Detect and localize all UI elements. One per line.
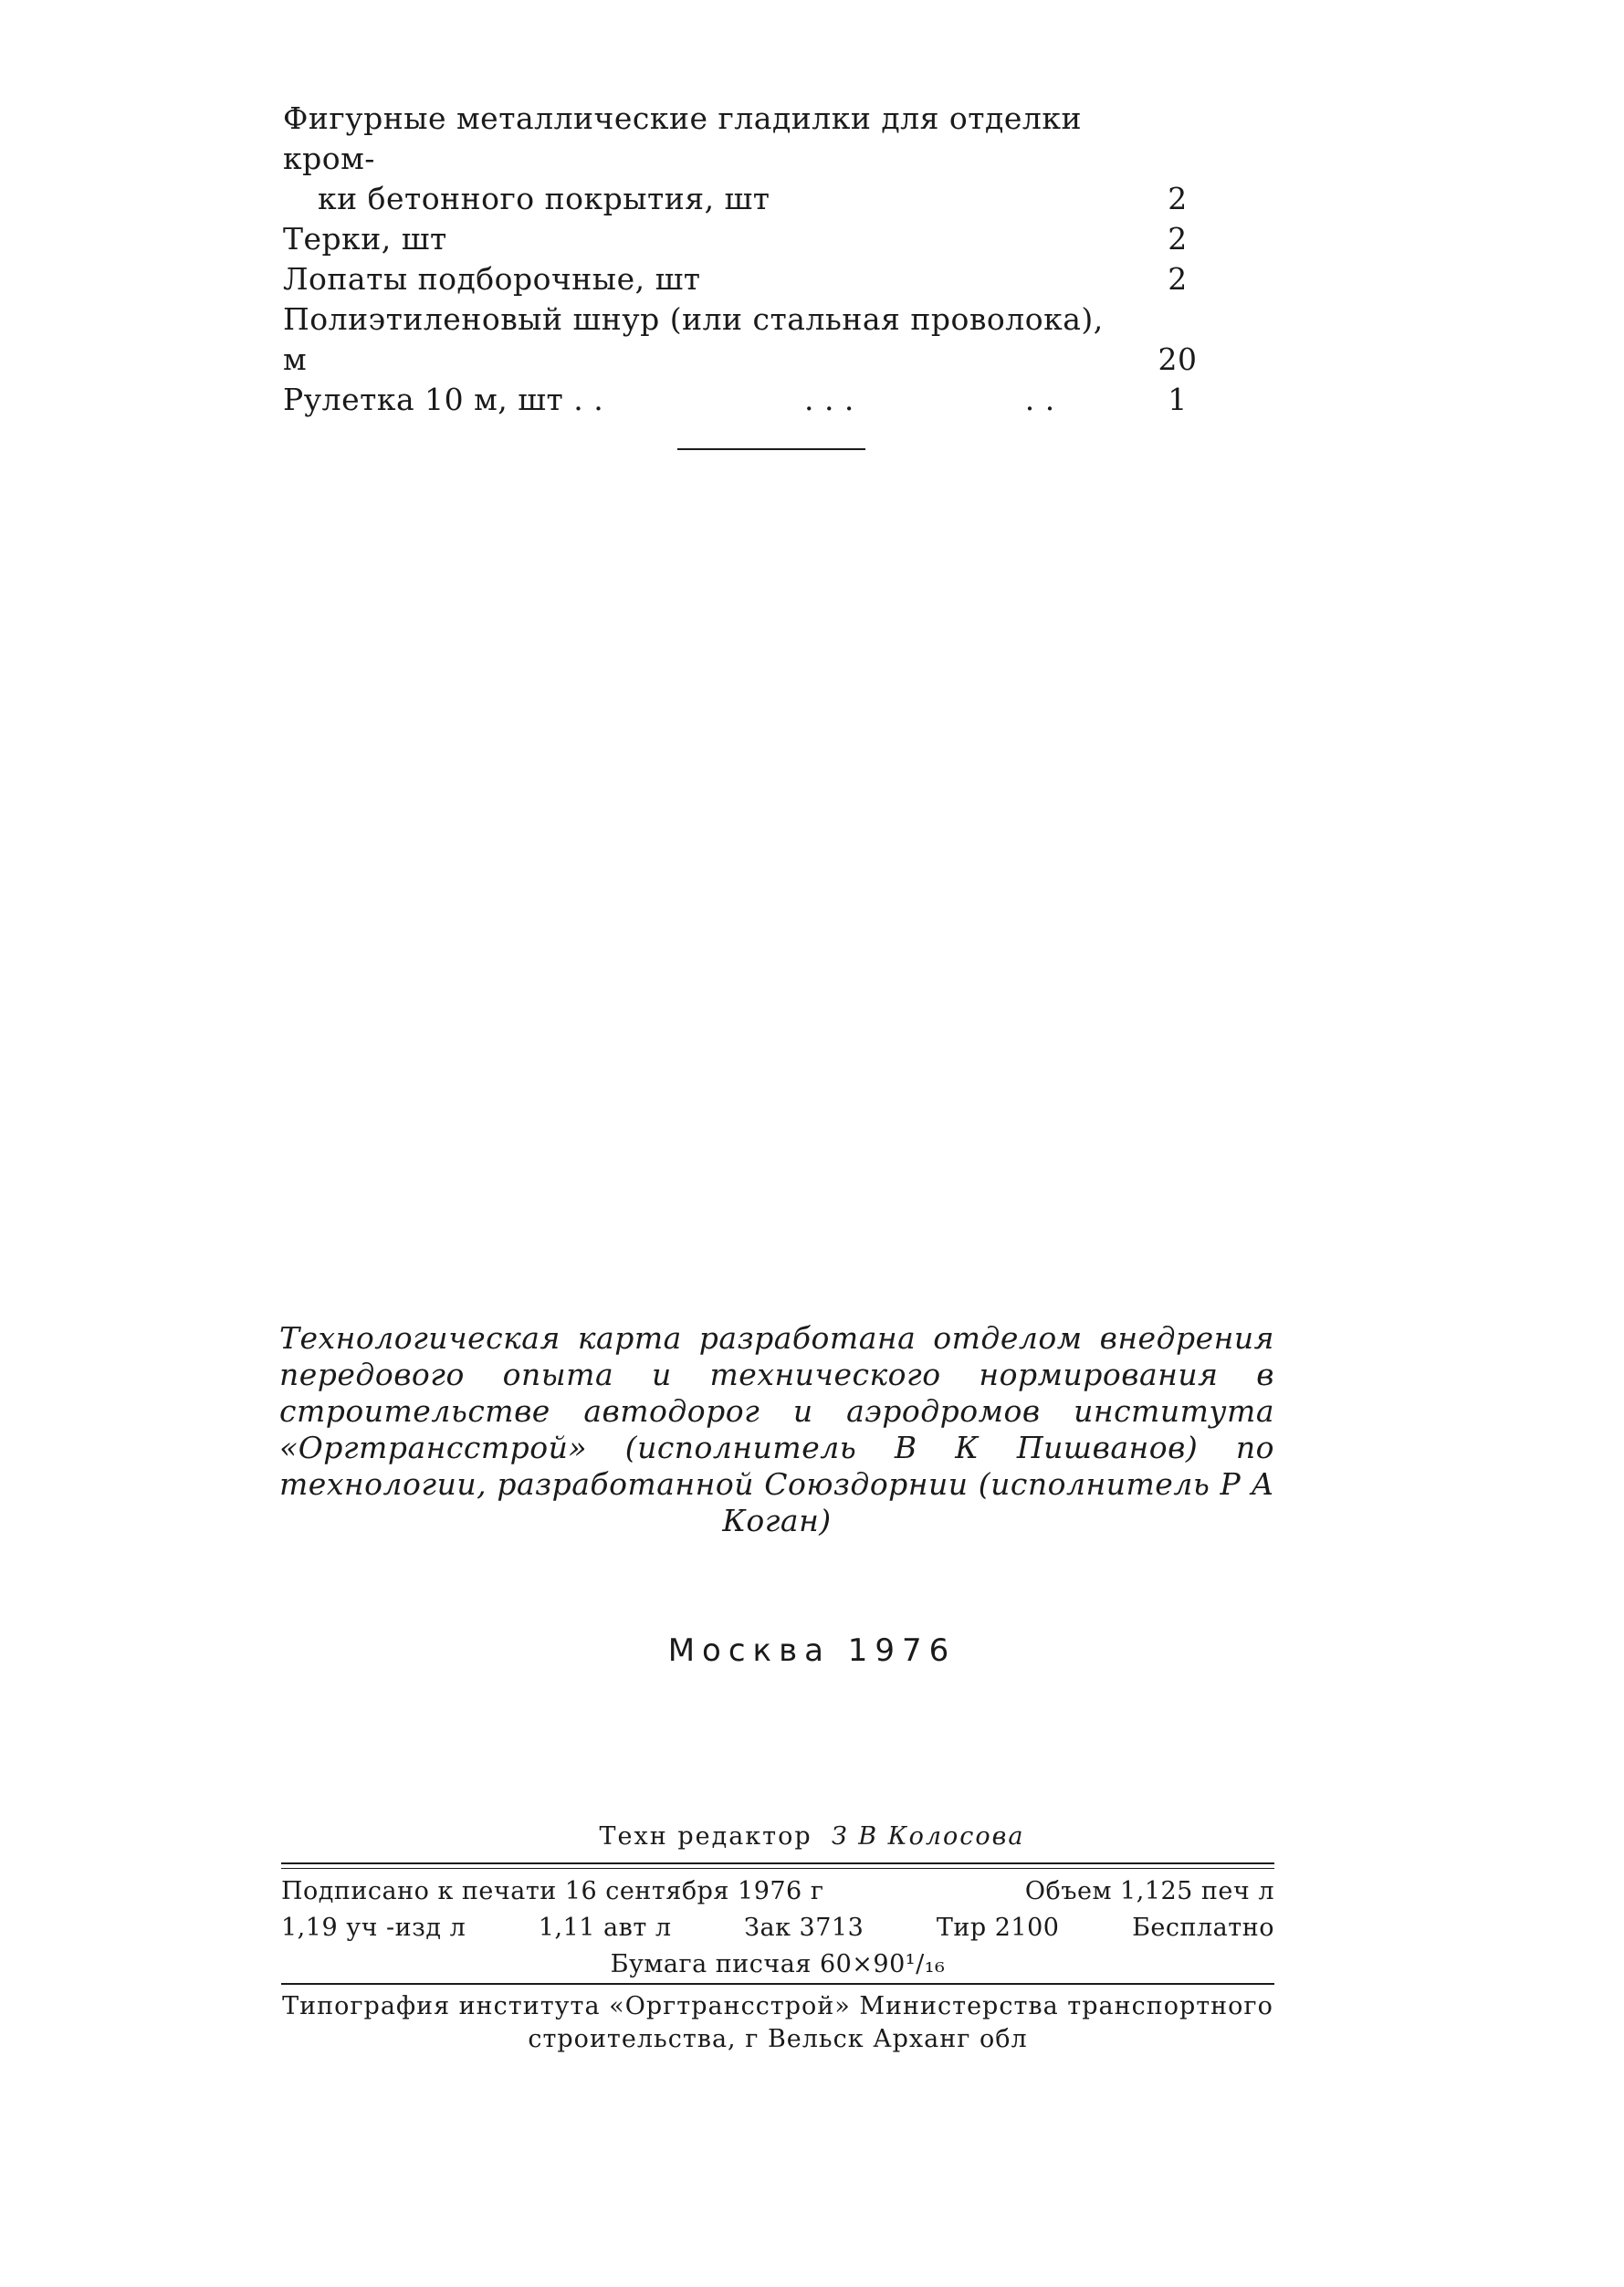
imprint-rule-top-thin	[281, 1868, 1274, 1869]
item-quantity: 2	[1168, 261, 1188, 297]
item-name: Терки, шт	[283, 221, 447, 257]
credits-paragraph: Технологическая карта разработана отделом внедрения передового опыта и технического нормирования в строительстве автодорог и аэродромов института «Оргтрансстрой» (исполнитель В К Пишванов) по технологии, разработанной Союздорнии (исполнитель Р А Коган)	[279, 1320, 1274, 1538]
item-quantity: 20	[1158, 341, 1198, 377]
imprint-paper: Бумага писчая 60×90¹/₁₆	[610, 1950, 946, 1978]
list-item	[283, 99, 1214, 219]
item-name: Лопаты подборочные, шт	[283, 261, 701, 297]
list-item	[283, 299, 1214, 380]
imprint-row	[281, 1873, 1274, 1910]
tech-editor-line	[0, 1822, 1624, 1851]
imprint-uch-izd: 1,19 уч -изд л	[281, 1914, 466, 1942]
item-quantity: 1	[1168, 382, 1188, 417]
imprint-volume: Объем 1,125 печ л	[1024, 1877, 1274, 1905]
tech-editor-label: Техн редактор	[599, 1822, 812, 1851]
imprint-block	[281, 1873, 1274, 1983]
imprint-signed: Подписано к печати 16 сентября 1976 г	[281, 1877, 824, 1905]
imprint-print-run: Тир 2100	[936, 1914, 1060, 1942]
list-item	[283, 219, 1214, 259]
item-name	[283, 99, 1132, 219]
imprint-rule-bottom	[281, 1983, 1274, 1985]
imprint-price: Бесплатно	[1132, 1914, 1274, 1942]
list-item	[283, 259, 1214, 299]
print-house	[281, 1990, 1274, 2056]
imprint-avt: 1,11 авт л	[538, 1914, 672, 1942]
tech-editor-name: З В Колосова	[831, 1822, 1025, 1851]
list-item	[283, 380, 1214, 420]
item-quantity: 2	[1168, 181, 1188, 216]
imprint-order: Зак 3713	[744, 1914, 864, 1942]
item-name: Рулетка 10 м, шт . . . . . . .	[283, 382, 1055, 417]
item-name: Полиэтиленовый шнур (или стальная проволока), м	[283, 301, 1114, 377]
imprint-row	[281, 1910, 1274, 1946]
imprint-rule-top	[281, 1862, 1274, 1864]
item-quantity: 2	[1168, 221, 1188, 257]
equipment-list	[283, 99, 1214, 420]
item-name-line2: ки бетонного покрытия, шт	[318, 181, 770, 216]
city-year: Москва 1976	[667, 1632, 957, 1669]
print-house-line1: Типография института «Оргтрансстрой» Министерства транспортного	[282, 1992, 1273, 2020]
print-house-line2: строительства, г Вельск Арханг обл	[528, 2025, 1028, 2053]
item-name-line1: Фигурные металлические гладилки для отделки кром-	[283, 100, 1092, 176]
section-divider	[677, 448, 865, 450]
